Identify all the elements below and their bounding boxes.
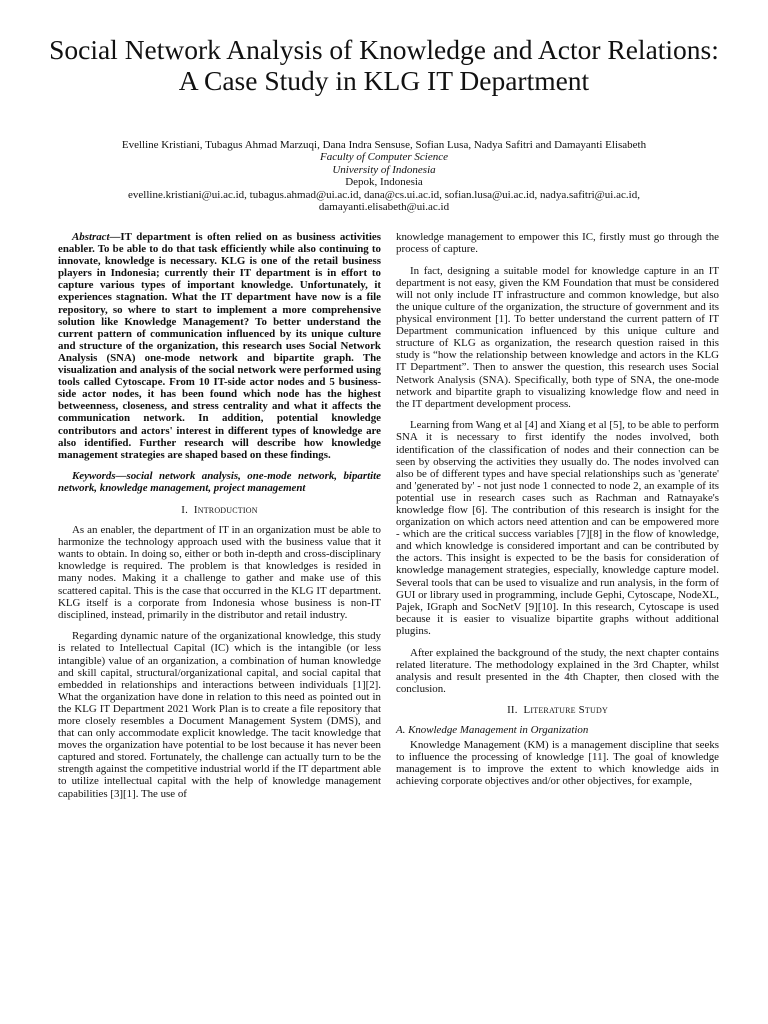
section-heading-literature — [396, 704, 719, 716]
abstract-label: Abstract — [72, 231, 110, 243]
emails-line-2: damayanti.elisabeth@ui.ac.id — [318, 201, 450, 214]
right-column — [396, 231, 719, 796]
intro-paragraph-2: Regarding dynamic nature of the organizational knowledge, this study is related to Intellectual Capital (IC) which is the intangible (or less intangible) value of an organization, a combination of human knowledge and skill capital, structural/organizational capital, and social capital that embedded in relationships and interactions between individuals [1][2]. What the organization have done in relation to this need as pointed out in the KLG IT Department 2021 Work Plan is to create a file repository that more closely resembles a Document Management System (DMS), and that can only accommodate explicit knowledge. The tacit knowledge that moves the organization have potential to be lost because it has never been captured and stored. Fortunately, the challenge can actually turn to be the strength against the competitive industrial world if the IT department able to utilize intellectual capital with the help of knowledge management capabilities [3][1]. The use of — [58, 630, 381, 800]
intro-paragraph-4: Learning from Wang et al [4] and Xiang et al [5], to be able to perform SNA it is necessary to first identify the nodes involved, both identification of the classification of nodes and their connection can be seen by observing the activities they usually do. The nodes involved can also be of different types and have special relationships such as 'generate' and 'generated by' - not just node 1 connected to node 2, an example of its potential use in research cases such as Rachman and Ratnayake's knowledge flow [6]. The contribution of this research is insight for the organization on which actors need attention and can be empowered more - which are the critical success variables [7][8] in the flow of knowledge, and which knowledge is considered important and can be contributed by the actors. This insight is expected to be the basis for consideration of knowledge management strategies, especially, knowledge capture model. Several tools that can be used to visualize and run analysis, in the form of GUI or library used in programming, include Gephi, Cytoscape, NodeXL, Pajek, IGraph and SocNetV [9][10]. In this research, Cytoscape is used because it is easier to visualize bipartite graphs without additional plugins. — [396, 419, 719, 637]
abstract — [58, 231, 381, 461]
abstract-dash: — — [109, 231, 121, 243]
literature-paragraph-1: Knowledge Management (KM) is a management discipline that seeks to influence the processing of knowledge [11]. The goal of knowledge management is to improve the extent to which knowledge aids in achieving corporate objectives and/or other objectives, for example, — [396, 738, 719, 787]
section-title: Introduction — [193, 503, 258, 516]
university: University of Indonesia — [332, 163, 436, 176]
subsection-heading: A. Knowledge Management in Organization — [396, 724, 589, 737]
intro-paragraph-2-continued: knowledge management to empower this IC, firstly must go through the process of capture. — [396, 231, 719, 256]
section-heading-introduction — [58, 504, 381, 516]
author-block — [60, 139, 708, 213]
intro-paragraph-5: After explained the background of the study, the next chapter contains related literature. The methodology explained in the 3rd Chapter, whilst analysis and result presented in the 4th Chapter, then closed with the conclusion. — [396, 646, 719, 695]
intro-paragraph-3: In fact, designing a suitable model for knowledge capture in an IT department is not easy, given the KM Foundation that must be considered will not only include IT infrastructure and common knowledge, but also the unique culture of the organization, the structure of government and its physical environment [1]. To better understand the current pattern of IT Department communication influenced by this unique culture and structure of KLG as organization, the research question raised in this study is “how the relationship between knowledge and actors in the KLG IT Department”. Then to answer the question, this research uses Social Network Analysis (SNA). Specifically, both type of SNA, the one-mode network and bipartite graph to visualizing knowledge flow and need in the IT department development process. — [396, 264, 719, 410]
location: Depok, Indonesia — [345, 176, 423, 189]
faculty: Faculty of Computer Science — [320, 151, 448, 164]
author-list: Evelline Kristiani, Tubagus Ahmad Marzuqi, Dana Indra Sensuse, Sofian Lusa, Nadya Safitri and Damayanti Elisabeth — [121, 139, 647, 151]
abstract-text: IT department is often relied on as business activities enabler. To be able to do that task efficiently while also continuing to innovate, knowledge is necessary. KLG is one of the retail business players in Indonesia; currently their IT department is in effort to capture various types of important knowledge. Unfortunately, it experiences stagnation. What the IT department have now is a file repository, so where to start to implement a more comprehensive solution like Knowledge Management? To better understand the current pattern of communication influenced by its unique culture and structure of the organization, this research uses Social Network Analysis (SNA) one-mode network and bipartite graph. The visualization and analysis of the social network were performed using tools called Cytoscape. From 10 IT-side actor nodes and 5 business-side actor nodes, it has been found which node has the highest betweenness, closeness, and stress centrality and what it affects the communication network. In addition, potential knowledge contributors and actors' interest in different types of knowledge are also identified. Further research will describe how knowledge management strategies are shaped based on these findings. — [58, 231, 381, 461]
section-number: I. — [181, 503, 189, 516]
keywords: Keywords—social network analysis, one-mode network, bipartite network, knowledge management, project management — [58, 470, 381, 495]
section-title: Literature Study — [523, 704, 608, 717]
paper-title: Social Network Analysis of Knowledge and Actor Relations: A Case Study in KLG IT Department — [49, 34, 719, 96]
left-column — [58, 231, 381, 809]
section-number: II. — [507, 704, 518, 717]
emails-line-1: evelline.kristiani@ui.ac.id, tubagus.ahmad@ui.ac.id, dana@cs.ui.ac.id, sofian.lusa@ui.ac.id, nadya.safitri@ui.ac.id, — [128, 188, 640, 201]
intro-paragraph-1: As an enabler, the department of IT in an organization must be able to harmonize the technology approach used with the business value that it wants to obtain. In doing so, either or both in-depth and cross-disciplinary knowledge is required. The problem is that knowledges is resided in many nodes. Making it a challenge to gather and make use of this scattered capital. This is the case that occurred in the KLG IT department. KLG itself is a corporate from Indonesia whose business is non-IT disciplined, instead, primarily in the distributor and retail industry. — [58, 524, 381, 621]
